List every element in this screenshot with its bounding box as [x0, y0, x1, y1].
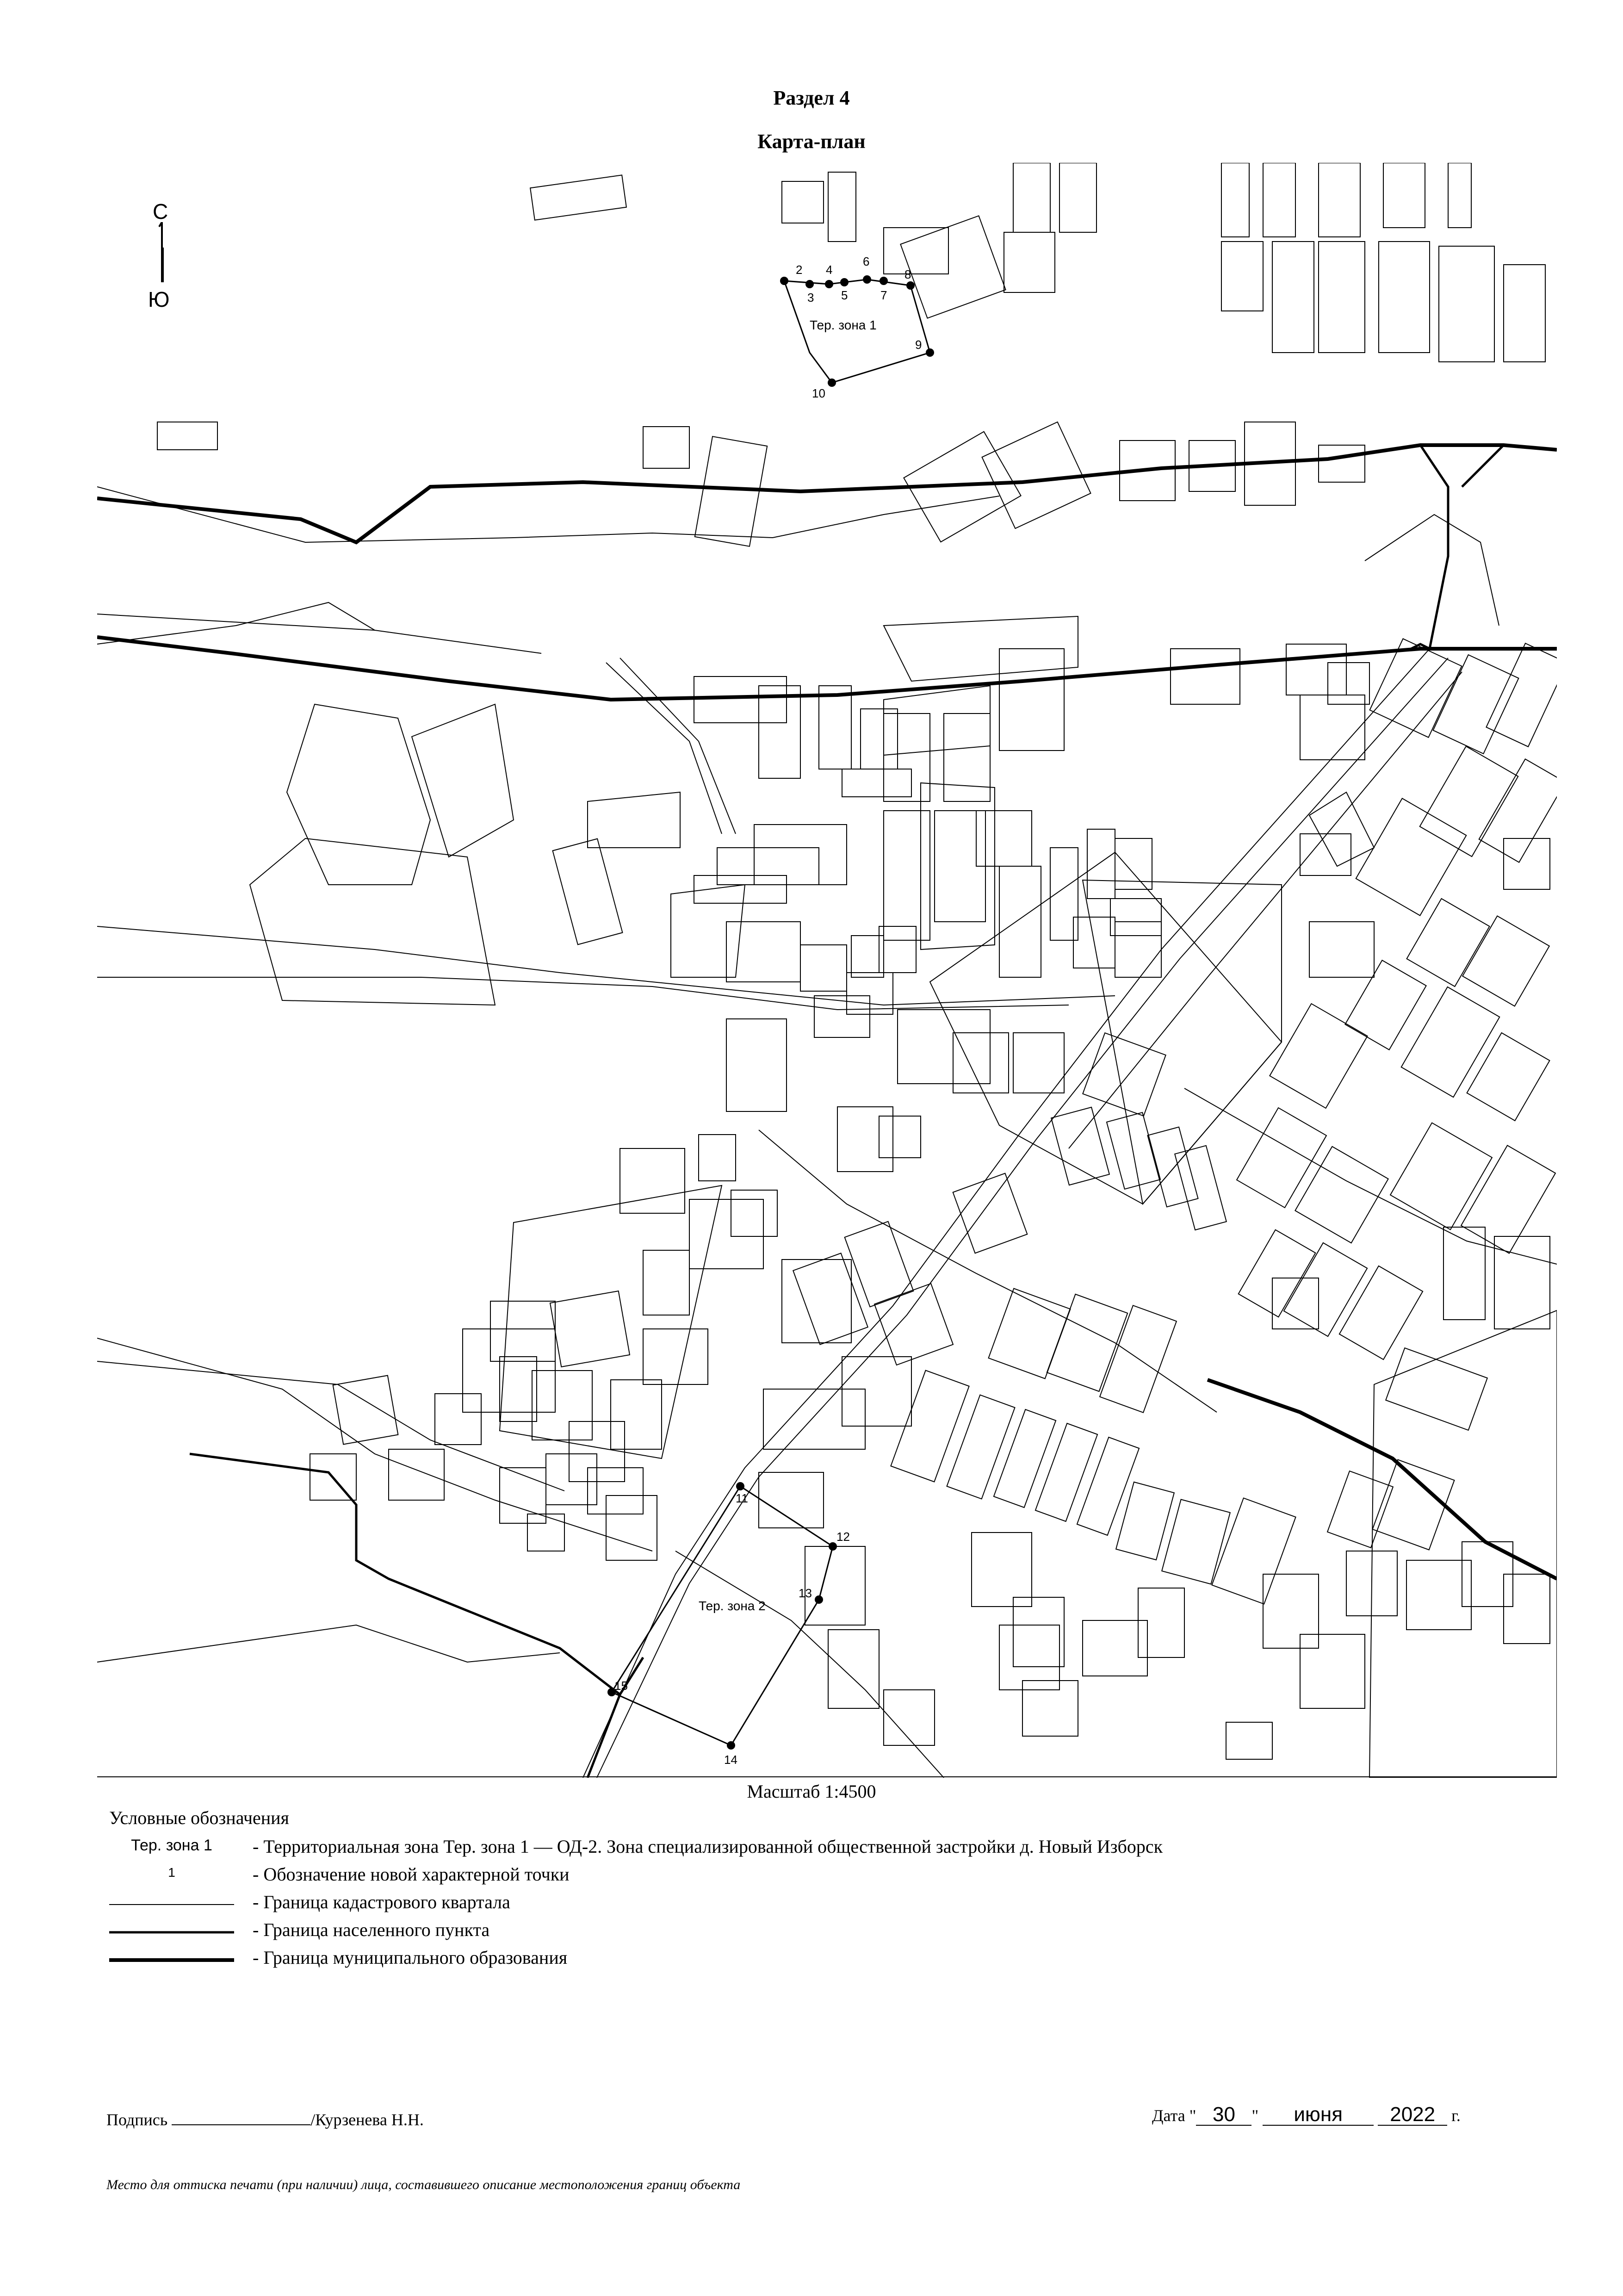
legend-sample-point-number: 1 — [168, 1865, 175, 1880]
point-label: 9 — [915, 338, 922, 352]
medium-line-icon — [109, 1917, 234, 1945]
map-scale: Масштаб 1:4500 — [747, 1781, 876, 1802]
point-label: 5 — [841, 288, 848, 302]
legend-text-quarter-boundary: - Граница кадастрового квартала — [253, 1892, 510, 1912]
section-heading: Раздел 4 — [773, 87, 850, 109]
signature-block — [106, 2110, 424, 2129]
point-label: 13 — [799, 1586, 812, 1600]
signature-label: Подпись — [106, 2110, 168, 2129]
point-labels — [614, 254, 922, 1767]
zone-1-label: Тер. зона 1 — [810, 318, 877, 332]
thin-line-icon — [109, 1889, 234, 1917]
characteristic-points — [607, 275, 934, 1750]
point-label: 10 — [812, 386, 825, 400]
legend-title: Условные обозначения — [109, 1807, 289, 1828]
point-label: 8 — [904, 267, 911, 281]
point-label: 11 — [736, 1491, 748, 1505]
point-label: 15 — [614, 1679, 628, 1693]
legend-item-zone — [109, 1834, 1543, 1862]
legend-item-point — [109, 1862, 1543, 1889]
thick-line-icon — [109, 1945, 234, 1973]
signature-line — [172, 2124, 310, 2125]
legend-text-point: - Обозначение новой характерной точки — [253, 1864, 570, 1885]
stamp-note: Место для оттиска печати (при наличии) лица, составившего описание местоположения границ объекта — [106, 2177, 741, 2192]
point-label: 3 — [807, 291, 814, 304]
legend-text-zone: - Территориальная зона Тер. зона 1 — ОД-2. Зона специализированной общественной застройки д. Новый Изборск — [253, 1836, 1163, 1857]
legend-item-municipal-boundary — [109, 1945, 1543, 1973]
legend-text-settlement-boundary: - Граница населенного пункта — [253, 1919, 490, 1940]
territorial-zone-2-outline — [612, 1486, 833, 1745]
point-label: 14 — [724, 1753, 737, 1767]
signature-name: /Курзенева Н.Н. — [310, 2110, 424, 2129]
date-block: Дата " 30 " июня 2022 г. — [1152, 2103, 1461, 2126]
legend-item-settlement-boundary — [109, 1917, 1543, 1945]
legend-item-quarter-boundary — [109, 1889, 1543, 1917]
compass-south-label: Ю — [148, 287, 170, 311]
compass-north-label: С — [153, 199, 168, 223]
point-label: 4 — [826, 263, 833, 277]
legend-sample-zone-label: Тер. зона 1 — [131, 1837, 212, 1854]
date-suffix: г. — [1451, 2106, 1461, 2125]
date-label: Дата — [1152, 2106, 1185, 2125]
point-label: 12 — [836, 1530, 850, 1544]
cadastral-map — [97, 163, 1557, 1778]
zone-2-label: Тер. зона 2 — [699, 1599, 766, 1613]
date-day: 30 — [1196, 2104, 1251, 2126]
point-label: 7 — [880, 288, 887, 302]
date-year: 2022 — [1378, 2104, 1447, 2126]
point-label: 6 — [863, 254, 870, 268]
date-month: июня — [1263, 2104, 1374, 2126]
legend-text-municipal-boundary: - Граница муниципального образования — [253, 1947, 568, 1968]
point-label: 2 — [796, 263, 803, 277]
page-title: Карта-план — [757, 130, 866, 153]
